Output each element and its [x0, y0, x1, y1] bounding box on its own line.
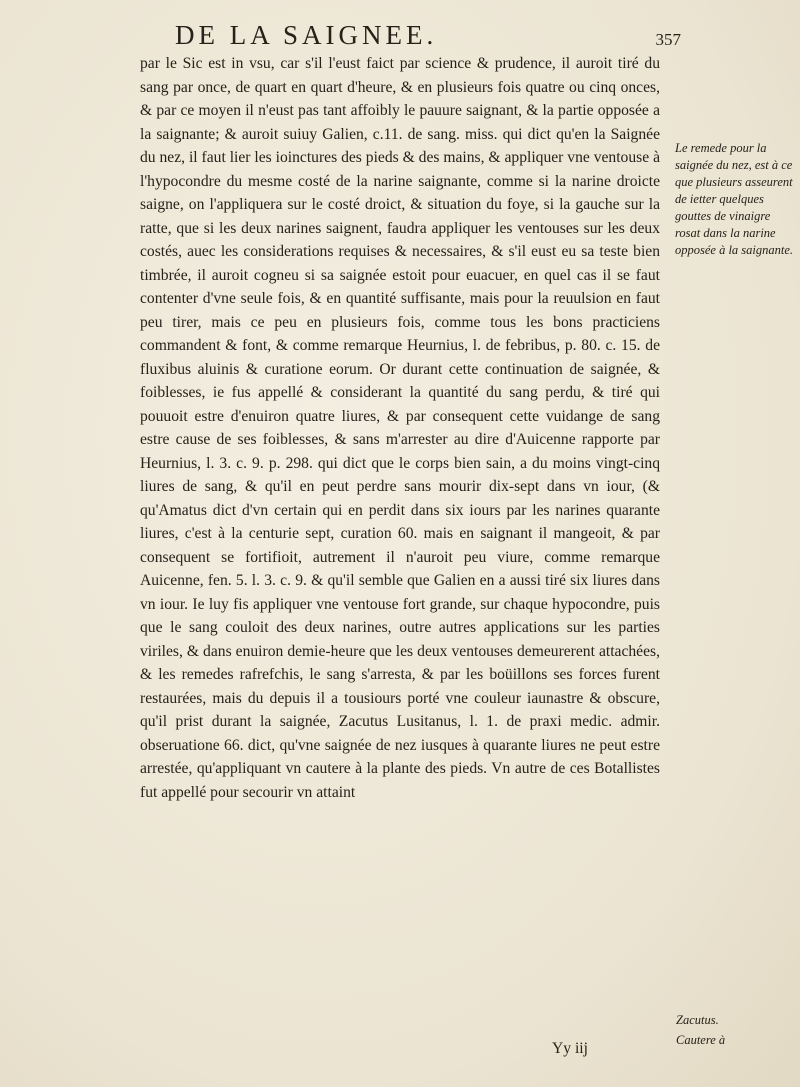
margin-notes-bottom	[676, 1010, 796, 1070]
body-text: par le Sic est in vsu, car s'il l'eust faict par science & prudence, il auroit tiré du sang par once, de quart en quart d'heure, & en plusieurs fois quatre ou cinq onces, & par ce moyen il n'eust pas tant affoibly le pauure saignant, & la partie opposée a la saignante; & auroit suiuy Galien, c.11. de sang. miss. qui dict qu'en la Saignée du nez, il faut lier les ioinctures des pieds & des mains, & appliquer vne ventouse à l'hypocondre du mesme costé de la narine saignante, comme si la narine droicte saigne, on l'appliquera sur le costé droict, & situation du foye, si la gauche sur la ratte, que si les deux narines saignent, faudra appliquer les ventouses sur les deux costés, auec les considerations requises & necessaires, & s'il eust eu sa teste bien timbrée, il auroit cogneu si sa saignée estoit pour euacuer, en quel cas il se faut contenter d'vne seule fois, & en quantité suffisante, mais pour la reuulsion en faut peu tirer, mais ce peu en plusieurs fois, comme tous les bons practiciens commandent & font, & comme remarque Heurnius, l. de febribus, p. 80. c. 15. de fluxibus aluinis & curatione eorum. Or durant cette continuation de saignée, & foiblesses, ie fus appellé & considerant la quantité du sang perdu, & tiré qui pouuoit estre d'enuiron quatre liures, & par consequent cette vuidange de sang estre cause de ses foiblesses, & sans m'arrester au dire d'Auicenne rapporte par Heurnius, l. 3. c. 9. p. 298. qui dict que le corps bien sain, a du moins vingt-cinq liures de sang, & qu'il en peut perdre sans mourir dix-sept dans vn iour, (& qu'Amatus dict d'vn certain qui en perdit dans six iours par les narines quarante liures, c'est à la centurie sept, curation 60. mais en saignant il mangeoit, & par consequent se fortifioit, autrement il n'auroit peu viure, comme remarque Auicenne, fen. 5. l. 3. c. 9. & qu'il semble que Galien en a aussi tiré six liures dans vn iour. Ie luy fis appliquer vne ventouse fort grande, sur chaque hypocondre, puis que le sang couloit des deux narines, outre autres applications sur les parties viriles, & dans enuiron demie-heure que les deux ventouses demeurerent attachées, & les remedes rafrefchis, le sang s'arresta, & par les boüillons ses forces furent restaurées, mais du depuis il a tousiours porté vne couleur iaunastre & obscure, qu'il prist durant la saignée, Zacutus Lusitanus, l. 1. de praxi medic. admir. obseruatione 66. dict, qu'vne saignée de nez iusques à quarante liures ne peut estre arrestée, qu'appliquant vn cautere à la plante des pieds. Vn autre de ces Botallistes fut appellé pour secourir vn attaint	[140, 55, 660, 801]
margin-note-zacutus: Zacutus.	[676, 1013, 719, 1027]
signature-mark: Yy iij	[552, 1040, 588, 1057]
running-title: DE LA SAIGNEE.	[175, 20, 438, 50]
margin-note-remedy: Le remede pour la saignée du nez, est à ce que plusieurs asseurent de ietter quelques gouttes de vinaigre rosat dans la narine opposée à la saignante.	[675, 141, 794, 257]
page-number: 357	[655, 30, 681, 49]
margin-note-cautere: Cautere à	[676, 1033, 726, 1047]
page-header	[175, 20, 681, 52]
